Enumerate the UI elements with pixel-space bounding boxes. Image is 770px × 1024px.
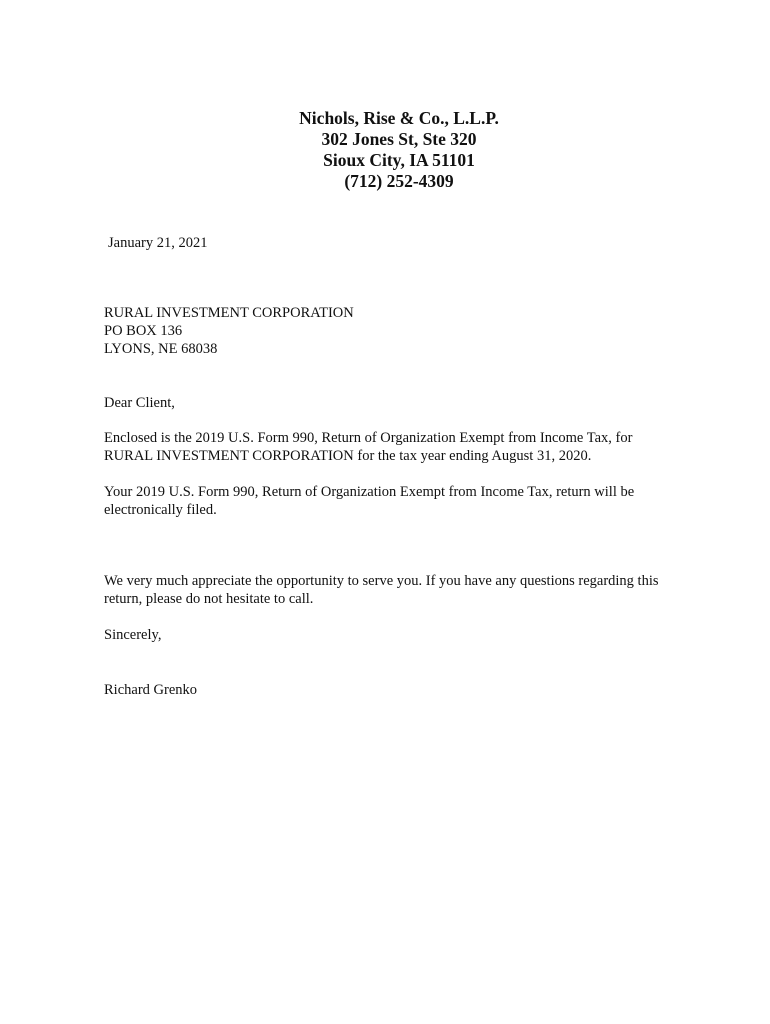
paragraph-2-line-1: Your 2019 U.S. Form 990, Return of Organization Exempt from Income Tax, return will be <box>104 484 635 500</box>
paragraph-1-line-2: RURAL INVESTMENT CORPORATION for the tax year ending August 31, 2020. <box>104 448 592 464</box>
recipient-city-state-zip: LYONS, NE 68038 <box>104 341 218 357</box>
firm-city-state-zip: Sioux City, IA 51101 <box>323 150 475 170</box>
letterhead <box>0 108 770 192</box>
firm-street: 302 Jones St, Ste 320 <box>321 129 477 149</box>
closing: Sincerely, <box>104 627 162 643</box>
paragraph-3-line-1: We very much appreciate the opportunity to serve you. If you have any questions regarding this <box>104 573 659 589</box>
firm-phone: (712) 252-4309 <box>344 171 454 191</box>
salutation: Dear Client, <box>104 395 175 411</box>
paragraph-1-line-1: Enclosed is the 2019 U.S. Form 990, Return of Organization Exempt from Income Tax, for <box>104 430 633 446</box>
paragraph-3-line-2: return, please do not hesitate to call. <box>104 591 314 607</box>
recipient-name: RURAL INVESTMENT CORPORATION <box>104 305 354 321</box>
firm-name: Nichols, Rise & Co., L.L.P. <box>299 108 499 128</box>
paragraph-2-line-2: electronically filed. <box>104 502 217 518</box>
recipient-po-box: PO BOX 136 <box>104 323 183 339</box>
signer-name: Richard Grenko <box>104 682 198 698</box>
letter-date: January 21, 2021 <box>108 235 208 251</box>
